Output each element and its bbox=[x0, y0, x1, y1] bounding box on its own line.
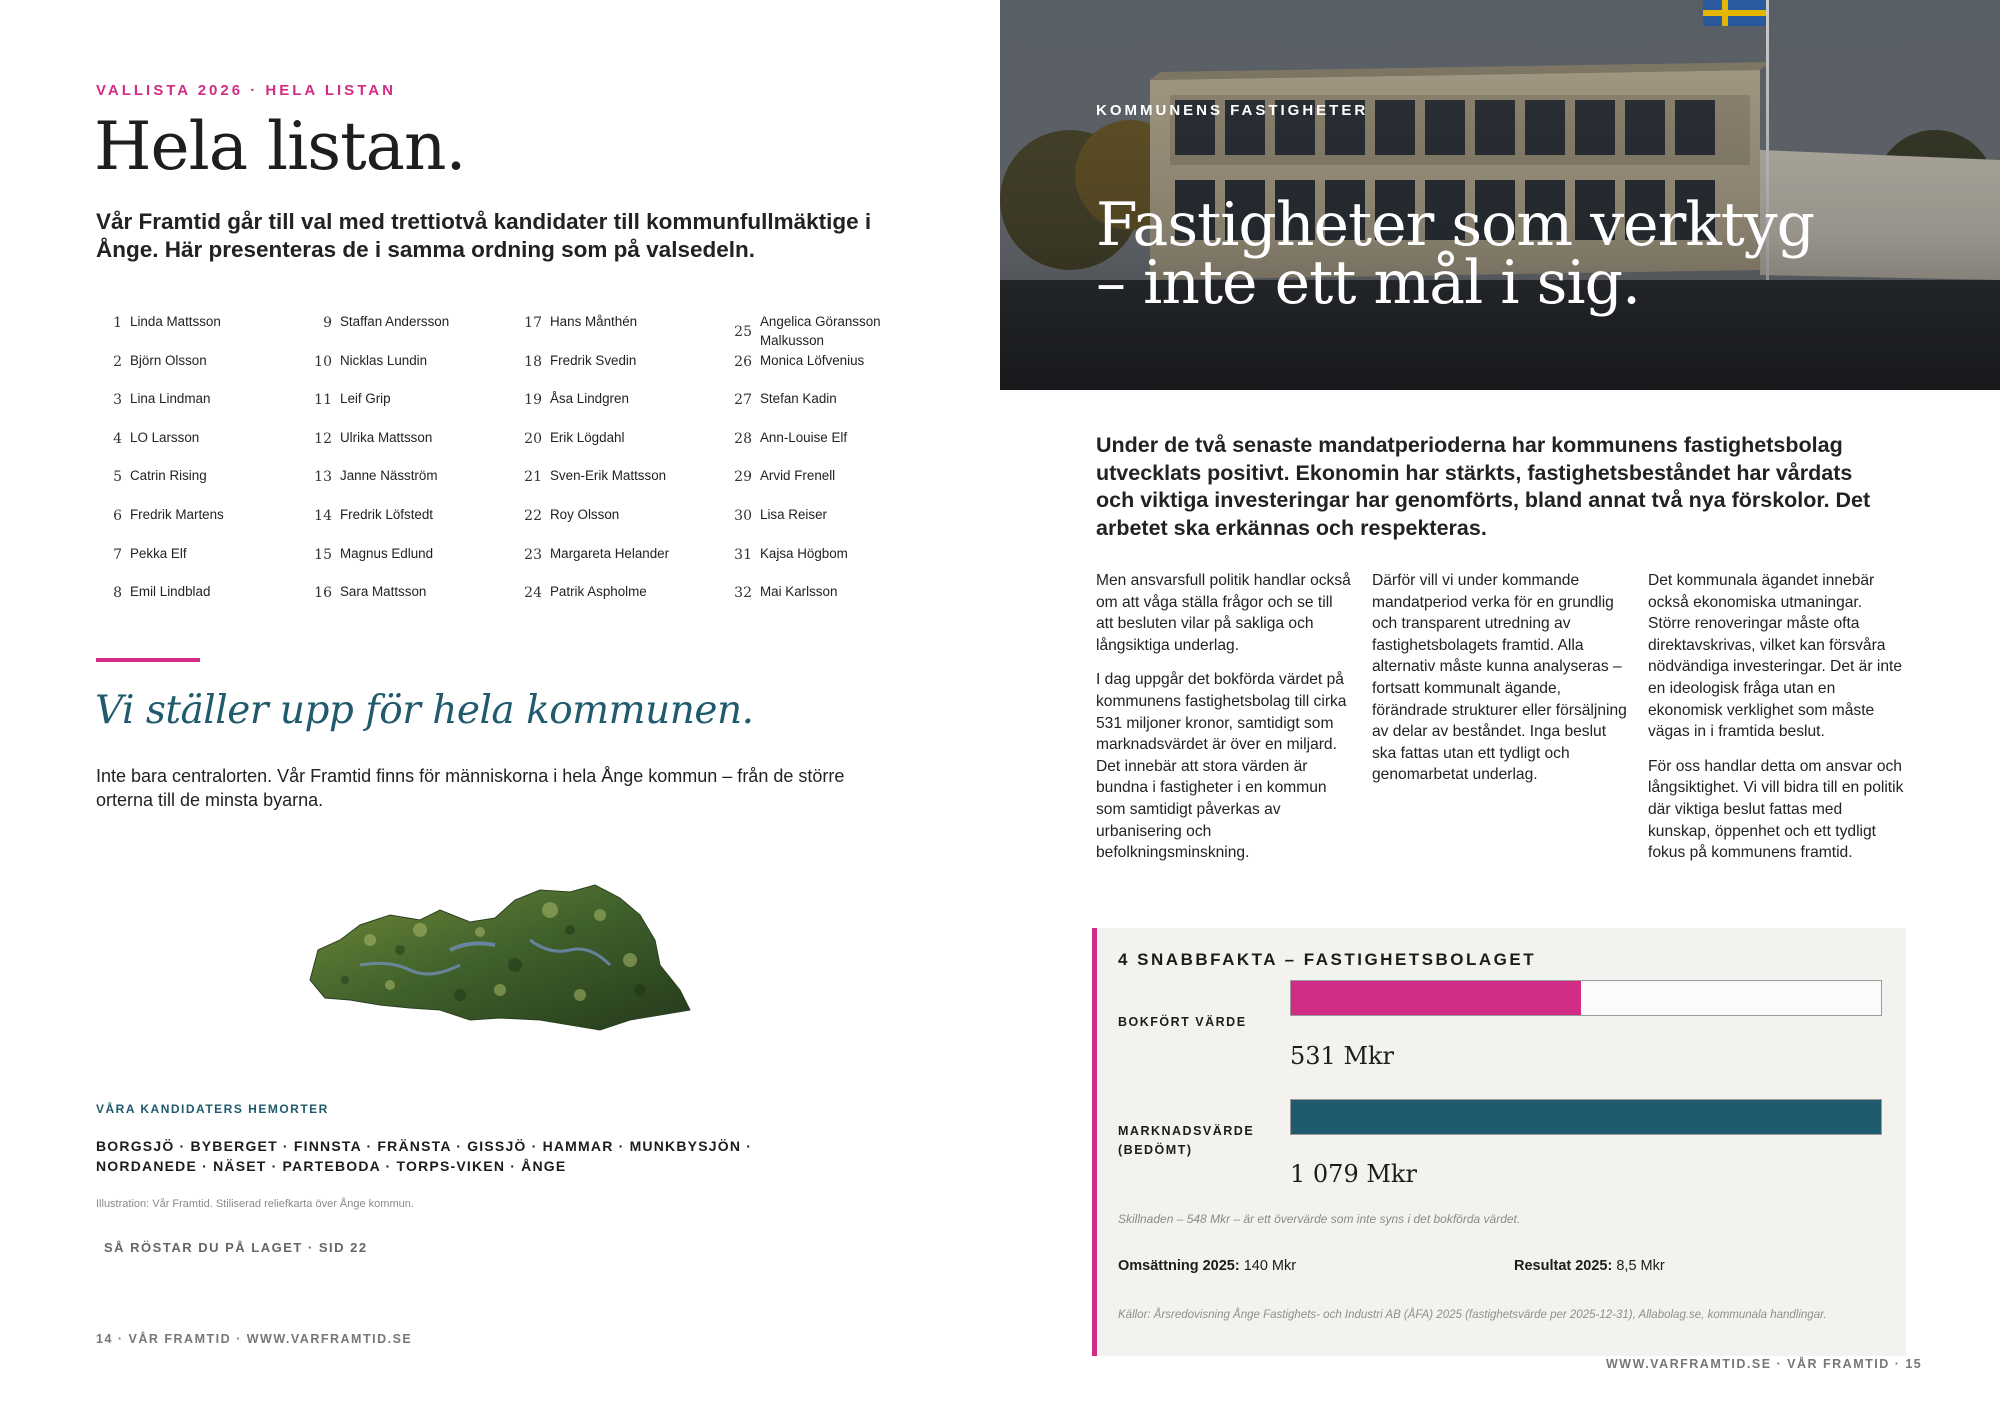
places-list: BORGSJÖ · BYBERGET · FINNSTA · FRÄNSTA · GISSJÖ · HAMMAR · MUNKBYSJÖN · NORDANEDE · NÄSET · PARTEBODA · TORPS-VIKEN · ÅNGE bbox=[96, 1138, 753, 1174]
candidate-name: Janne Näsström bbox=[340, 468, 438, 484]
candidate-name: Emil Lindblad bbox=[130, 584, 211, 600]
hero-title-line-2: – inte ett mål i sig. bbox=[1096, 248, 1641, 318]
candidate-number: 2 bbox=[113, 353, 122, 370]
result-value: 8,5 Mkr bbox=[1616, 1258, 1665, 1274]
result-label: Resultat 2025: bbox=[1514, 1258, 1613, 1274]
candidate-number: 17 bbox=[524, 315, 542, 331]
candidate-item bbox=[516, 312, 716, 351]
candidate-item bbox=[306, 389, 506, 428]
market-value-bar bbox=[1290, 1099, 1882, 1135]
candidate-item bbox=[516, 351, 716, 390]
candidate-item bbox=[96, 428, 296, 467]
candidate-item bbox=[306, 466, 506, 505]
candidate-item bbox=[516, 544, 716, 583]
candidate-item bbox=[726, 582, 926, 621]
candidate-name: Ann-Louise Elf bbox=[760, 429, 848, 445]
candidate-item bbox=[726, 466, 926, 505]
candidate-number: 1 bbox=[113, 315, 122, 331]
book-value-label: BOKFÖRT VÄRDE bbox=[1118, 1015, 1247, 1029]
section-kicker: VALLISTA 2026 · HELA LISTAN bbox=[96, 82, 396, 99]
candidate-number: 16 bbox=[314, 585, 332, 602]
footer-right: WWW.VARFRAMTID.SE · VÅR FRAMTID · 15 bbox=[1606, 1357, 1923, 1371]
turnover-value: 140 Mkr bbox=[1243, 1258, 1297, 1274]
body-column-3 bbox=[1648, 570, 1904, 877]
market-value-bar-fill bbox=[1291, 1100, 1881, 1134]
body-paragraph: För oss handlar detta om ansvar och långsiktighet. Vi vill bidra till en politik där viktiga beslut fattas med kunskap, öppenhet och ett tydligt fokus på kommunens framtid. bbox=[1648, 757, 1904, 862]
candidate-number: 21 bbox=[524, 469, 542, 486]
footer-left: 14 · VÅR FRAMTID · WWW.VARFRAMTID.SE bbox=[96, 1332, 413, 1346]
candidate-name: Arvid Frenell bbox=[760, 468, 836, 484]
candidate-number: 22 bbox=[524, 507, 542, 524]
candidate-item bbox=[306, 312, 506, 351]
candidate-number: 27 bbox=[734, 392, 752, 409]
market-value-amount: 1 079 Mkr bbox=[1290, 1160, 1417, 1188]
body-column-1 bbox=[1096, 570, 1352, 877]
candidate-name: Stefan Kadin bbox=[760, 391, 837, 407]
market-value-label-line-1: MARKNADSVÄRDE bbox=[1118, 1124, 1255, 1138]
candidate-number: 26 bbox=[734, 353, 752, 370]
candidate-name: Åsa Lindgren bbox=[550, 391, 629, 407]
candidate-item bbox=[726, 351, 926, 390]
candidate-item bbox=[516, 428, 716, 467]
candidate-name: Fredrik Löfstedt bbox=[340, 506, 434, 522]
facts-sources: Källor: Årsredovisning Ånge Fastighets- och Industri AB (ÅFA) 2025 (fastighetsvärde per 2025-12-31), Allabolag.se, kommunala handlingar. bbox=[1118, 1309, 1827, 1321]
body-column-2 bbox=[1372, 570, 1628, 799]
candidate-item bbox=[306, 428, 506, 467]
candidate-name: Roy Olsson bbox=[550, 506, 620, 522]
candidate-name: Hans Månthén bbox=[550, 314, 638, 329]
candidate-column-4 bbox=[726, 312, 926, 621]
places-heading: VÅRA KANDIDATERS HEMORTER bbox=[96, 1102, 329, 1116]
book-value-bar-fill bbox=[1291, 981, 1581, 1015]
candidate-number: 5 bbox=[113, 469, 122, 486]
candidate-item bbox=[726, 389, 926, 428]
candidate-name: Lisa Reiser bbox=[760, 506, 827, 522]
candidate-name: Nicklas Lundin bbox=[340, 352, 428, 368]
candidate-name: Margareta Helander bbox=[550, 545, 670, 561]
candidate-item bbox=[726, 428, 926, 467]
candidate-name: Pekka Elf bbox=[130, 545, 187, 561]
candidate-name: Fredrik Svedin bbox=[550, 352, 637, 368]
candidate-item bbox=[516, 582, 716, 621]
candidate-number: 29 bbox=[734, 469, 752, 486]
candidate-name: LO Larsson bbox=[130, 429, 200, 445]
candidate-number: 32 bbox=[734, 585, 752, 602]
relief-map-illustration bbox=[300, 870, 700, 1045]
candidate-name: Leif Grip bbox=[340, 391, 391, 407]
candidate-number: 31 bbox=[734, 546, 752, 563]
market-value-label-line-2: (BEDÖMT) bbox=[1118, 1143, 1193, 1157]
candidate-number: 7 bbox=[113, 546, 122, 563]
candidate-number: 13 bbox=[314, 469, 332, 486]
candidate-number: 15 bbox=[314, 546, 332, 563]
accent-rule bbox=[96, 658, 200, 662]
subsection-title: Vi ställer upp för hela kommunen. bbox=[95, 688, 754, 733]
candidate-number: 28 bbox=[734, 430, 752, 447]
page-title: Hela listan. bbox=[94, 108, 466, 185]
candidate-name: Kajsa Högbom bbox=[760, 545, 848, 561]
candidate-name: Patrik Aspholme bbox=[550, 584, 647, 600]
cross-reference: SÅ RÖSTAR DU PÅ LAGET · SID 22 bbox=[104, 1240, 368, 1255]
candidate-item bbox=[726, 544, 926, 583]
intro-text: Vår Framtid går till val med trettiotvå kandidater till kommunfullmäktige i Ånge. Här presenteras de i samma ordning som på valsedeln. bbox=[96, 209, 872, 262]
body-paragraph: Det kommunala ägandet innebär också ekonomiska utmaningar. Större renoveringar måste ofta direktavskrivas, vilket kan försvåra nödvändiga investeringar. Det är inte en ideologisk fråga utan en ekonomisk verklighet som måste vägas in i framtida beslut. bbox=[1648, 572, 1902, 741]
candidate-item bbox=[726, 505, 926, 544]
hero-kicker: KOMMUNENS FASTIGHETER bbox=[1096, 102, 1369, 119]
illustration-caption: Illustration: Vår Framtid. Stiliserad reliefkarta över Ånge kommun. bbox=[96, 1198, 414, 1210]
facts-note: Skillnaden – 548 Mkr – är ett övervärde som inte syns i det bokförda värdet. bbox=[1118, 1212, 1521, 1226]
candidate-name: Monica Löfvenius bbox=[760, 352, 865, 368]
candidate-name: Erik Lögdahl bbox=[550, 429, 625, 445]
candidate-name: Magnus Edlund bbox=[340, 545, 434, 561]
candidate-number: 14 bbox=[314, 507, 332, 524]
candidate-item bbox=[96, 505, 296, 544]
candidate-number: 23 bbox=[524, 546, 542, 563]
candidate-item bbox=[306, 582, 506, 621]
candidate-number: 25 bbox=[734, 324, 752, 340]
candidate-column-2 bbox=[306, 312, 506, 621]
candidate-name: Angelica Göransson Malkusson bbox=[760, 314, 881, 348]
candidate-item bbox=[96, 351, 296, 390]
turnover-stat bbox=[1118, 1258, 1296, 1274]
candidate-number: 18 bbox=[524, 353, 542, 370]
subsection-text: Inte bara centralorten. Vår Framtid finns för människorna i hela Ånge kommun – från de större orterna till de minsta byarna. bbox=[96, 766, 845, 810]
body-paragraph: I dag uppgår det bokförda värdet på kommunens fastighetsbolag till cirka 531 miljoner kronor, samtidigt som marknadsvärdet är över en miljard. Det innebär att stora värden är bundna i fastigheter i en kommun som samtidigt påverkas av urbanisering och befolkningsminskning. bbox=[1096, 671, 1347, 862]
facts-accent-bar bbox=[1092, 928, 1097, 1356]
result-stat bbox=[1514, 1258, 1665, 1274]
candidate-item bbox=[306, 351, 506, 390]
candidate-item bbox=[96, 389, 296, 428]
candidate-column-3 bbox=[516, 312, 716, 621]
candidate-number: 10 bbox=[314, 353, 332, 370]
candidate-number: 9 bbox=[323, 315, 332, 331]
candidate-item bbox=[726, 312, 926, 351]
market-value-label bbox=[1118, 1122, 1254, 1160]
candidate-number: 11 bbox=[314, 392, 332, 409]
candidate-number: 4 bbox=[113, 430, 122, 447]
candidate-item bbox=[516, 389, 716, 428]
candidate-item bbox=[96, 312, 296, 351]
turnover-label: Omsättning 2025: bbox=[1118, 1258, 1240, 1274]
candidate-number: 30 bbox=[734, 507, 752, 524]
candidate-name: Sara Mattsson bbox=[340, 584, 427, 600]
candidate-item bbox=[516, 505, 716, 544]
book-value-amount: 531 Mkr bbox=[1290, 1042, 1395, 1070]
candidate-number: 12 bbox=[314, 430, 332, 447]
hero-title bbox=[1096, 190, 1856, 318]
book-value-bar bbox=[1290, 980, 1882, 1016]
candidate-item bbox=[96, 582, 296, 621]
candidate-number: 24 bbox=[524, 585, 542, 602]
hero-title-line-1: Fastigheter som verktyg bbox=[1096, 190, 1815, 260]
candidate-item bbox=[516, 466, 716, 505]
body-paragraph: Därför vill vi under kommande mandatperiod verka för en grundlig och transparent utredning av fastighetsbolagets framtid. Alla alternativ måste kunna analyseras – fortsatt kommunalt ägande, förändrade strukturer eller försäljning av delar av beståndet. Inga beslut ska fattas utan ett tydligt och genomarbetat underlag. bbox=[1372, 572, 1627, 784]
candidate-number: 19 bbox=[524, 392, 542, 409]
candidate-name: Björn Olsson bbox=[130, 352, 207, 368]
candidate-column-1 bbox=[96, 312, 296, 621]
candidate-name: Linda Mattsson bbox=[130, 314, 221, 329]
candidate-number: 3 bbox=[113, 392, 122, 409]
candidate-number: 6 bbox=[113, 507, 122, 524]
candidate-name: Fredrik Martens bbox=[130, 506, 224, 522]
candidate-item bbox=[306, 505, 506, 544]
candidate-name: Ulrika Mattsson bbox=[340, 429, 433, 445]
facts-title: 4 SNABBFAKTA – FASTIGHETSBOLAGET bbox=[1118, 950, 1537, 969]
candidate-name: Lina Lindman bbox=[130, 391, 211, 407]
lead-paragraph: Under de två senaste mandatperioderna har kommunens fastighetsbolag utvecklats positivt. Ekonomin har stärkts, fastighetsbeståndet har vårdats och viktiga investeringar har genomförts, bland annat två nya förskolor. Det arbetet ska erkännas och respekteras. bbox=[1096, 433, 1871, 540]
candidate-name: Catrin Rising bbox=[130, 468, 207, 484]
candidate-name: Mai Karlsson bbox=[760, 584, 838, 600]
candidate-item bbox=[96, 544, 296, 583]
candidate-number: 8 bbox=[113, 585, 122, 602]
body-paragraph: Men ansvarsfull politik handlar också om att våga ställa frågor och se till att besluten vilar på sakliga och långsiktiga underlag. bbox=[1096, 572, 1351, 654]
candidate-item bbox=[96, 466, 296, 505]
candidate-number: 20 bbox=[524, 430, 542, 447]
candidate-name: Staffan Andersson bbox=[340, 314, 450, 329]
candidate-item bbox=[306, 544, 506, 583]
candidate-name: Sven-Erik Mattsson bbox=[550, 468, 667, 484]
